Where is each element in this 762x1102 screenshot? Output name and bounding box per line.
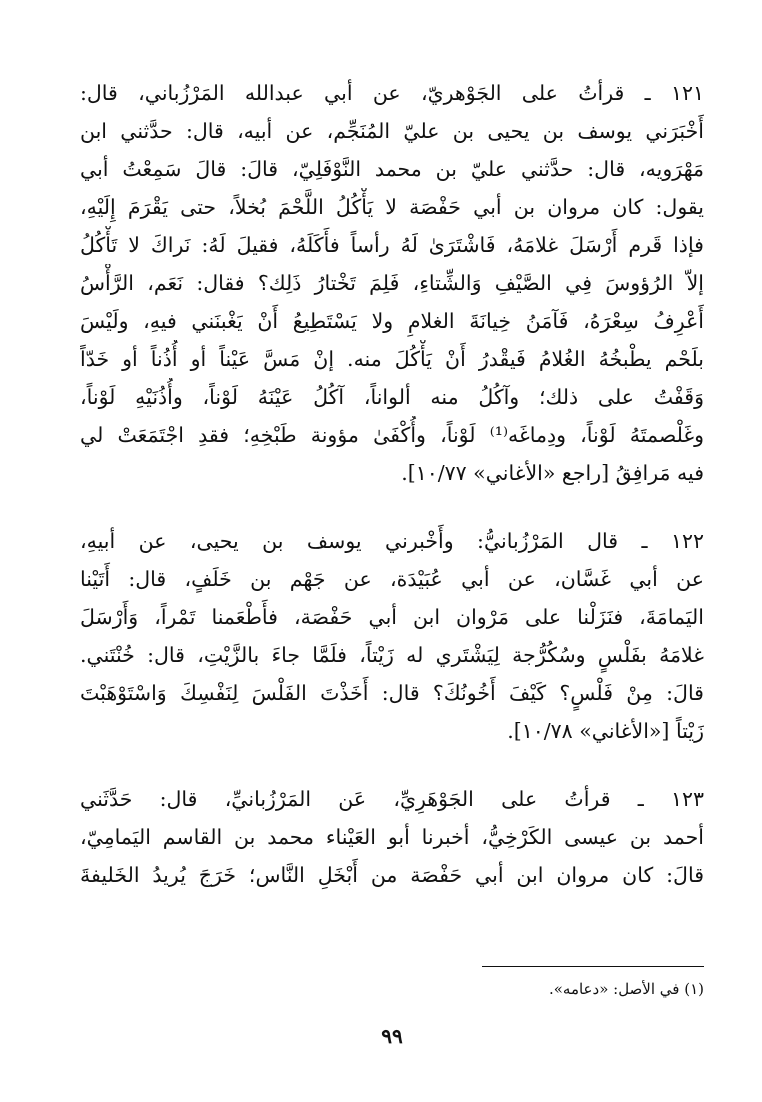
text-line: ١٢١ ـ قرأتُ على الجَوْهريّ، عن أبي عبدالله المَرْزُباني، قال: xyxy=(80,81,704,105)
text-line: أَخْبَرَني يوسف بن يحيى بن عليّ المُنَجِّم، عن أبيه، قال: حدَّثني ابن xyxy=(80,119,704,143)
paragraph-spacer xyxy=(80,492,704,522)
footnote: (١) في الأصل: «دعامه». xyxy=(548,980,704,998)
text-line: يقول: كان مروان بن أبي حَفْصَة لا يَأْكُلُ اللَّحْمَ بُخلاً، حتى يَقْرَمَ إِلَيْهِ، xyxy=(80,195,704,219)
footnote-divider xyxy=(482,966,704,967)
text-line: قالَ: مِنْ فَلْسٍ؟ كَيْفَ أَخُونُكَ؟ قال: أَخَذْتَ الفَلْسَ لِنَفْسِكَ وَاسْتَوْهَبْتَ xyxy=(80,681,704,705)
text-line: قالَ: كان مروان ابن أبي حَفْصَة من أَبْخَلِ النَّاس؛ خَرَجَ يُريدُ الخَليفةَ xyxy=(80,863,704,887)
page-number: ٩٩ xyxy=(381,1024,403,1048)
text-line: إلاّ الرُؤوسَ فِي الصَّيْفِ وَالشِّتاءِ، فَلِمَ تَخْتارُ ذَلِك؟ فقال: نَعَم، الرَّأْسُ xyxy=(80,271,704,295)
text-line: غلامَهُ بفَلْسٍ وسُكُرُّجة لِيَشْتَري له زَيْتاً، فلَمَّا جاءَ بالزَّيْتِ، قال: خُنْتَني. xyxy=(80,643,704,667)
text-line: عن أبي غَسَّان، عن أبي عُبَيْدَة، عن جَهْم بن خَلَفٍ، قال: أَتَيْنا xyxy=(80,567,704,591)
paragraph-121 xyxy=(80,74,704,492)
text-line: وغَلْصمتَهُ لَوْناً، ودِماغَه⁽¹⁾ لَوْناً، وأُكْفَىٰ مؤونة طَبْخِهِ؛ فقدِ اجْتَمَعَتْ لي xyxy=(80,423,704,447)
paragraph-spacer xyxy=(80,750,704,780)
paragraph-122 xyxy=(80,522,704,750)
text-line: اليَمامَةَ، فنَزَلْنا على مَرْوان ابن أبي حَفْصَة، فأَطْعَمنا تَمْراً، وَأَرْسَلَ xyxy=(80,605,704,629)
text-line: فإذا قَرم أَرْسَلَ غلامَهُ، فَاشْتَرَىٰ لَهُ رأساً فأَكَلَهُ، فقيلَ لَهُ: نَراكَ لا تَأْكُلُ xyxy=(80,233,704,257)
text-line: أحمد بن عيسى الكَرْخِيُّ، أخبرنا أبو العَيْناء محمد بن القاسم اليَمامِيّ، xyxy=(80,825,704,849)
text-line: فيه مَرافِقُ [راجع «الأغاني» ١٠/٧٧]. xyxy=(401,461,704,485)
text-line: مَهْرَويه، قال: حدَّثني عليّ بن محمد النَّوْفَلِيّ، قالَ: قالَ سَمِعْتُ أبي xyxy=(80,157,704,181)
text-line: وَقَفْتُ على ذلك؛ وآكُلُ منه ألواناً، آكُلُ عَيْنَهُ لَوْناً، وأُذُنَيْهِ لَوْناً، xyxy=(80,385,704,409)
text-line: ١٢٢ ـ قال المَرْزُبانيُّ: وأَخْبرني يوسف بن يحيى، عن أبيهِ، xyxy=(80,529,704,553)
text-line: زَيْتاً [«الأغاني» ١٠/٧٨]. xyxy=(507,719,704,743)
text-line: بلَحْم يطْبخُهُ الغُلامُ فَيقْدرُ أَنْ يَأْكُلَ منه. إنْ مَسَّ عَيْناً أو أُذُناً أو خَدّاً xyxy=(80,347,704,371)
text-line: أَعْرِفُ سِعْرَهُ، فَآمَنُ خِيانَةَ الغلامِ ولا يَسْتَطِيعُ أَنْ يَغْبنَني فيهِ، ولَيْسَ xyxy=(80,309,704,333)
page-body xyxy=(80,74,704,1074)
text-line: ١٢٣ ـ قرأتُ على الجَوْهَرِيِّ، عَن المَرْزُبانيِّ، قال: حَدَّثَني xyxy=(80,787,704,811)
paragraph-123 xyxy=(80,780,704,894)
